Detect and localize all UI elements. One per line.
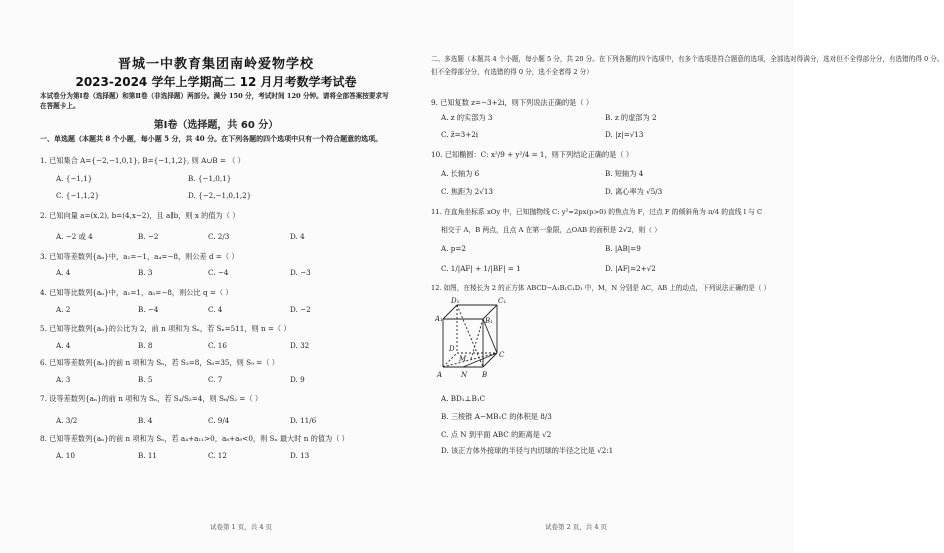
label-d: D <box>449 345 455 353</box>
exam-title: 2023-2024 学年上学期高二 12 月月考数学考试卷 <box>75 75 357 89</box>
q3-option-b: B. 3 <box>138 268 153 277</box>
label-b1: B₁ <box>485 317 493 325</box>
q7-option-b: B. 4 <box>138 416 153 425</box>
section-1-heading: 一、单选题（本题共 8 个小题，每小题 5 分，共 40 分。在下列各题的四个选项中只有一个符合题意的选项。 <box>40 134 383 143</box>
q6-option-c: C. 7 <box>208 375 223 384</box>
part-1-heading: 第Ⅰ卷（选择题，共 60 分） <box>153 120 279 131</box>
q5-option-c: C. 16 <box>208 341 227 350</box>
right-page-footer: 试卷第 2 页，共 4 页 <box>545 523 608 531</box>
diagonal-ac <box>443 353 497 367</box>
school-title: 晋城一中教育集团南岭爱物学校 <box>117 57 314 72</box>
q7-option-c: C. 9/4 <box>208 416 230 425</box>
label-a: A <box>437 371 443 379</box>
q4-option-c: C. 4 <box>208 305 223 314</box>
q4-option-b: B. −4 <box>138 305 159 314</box>
q6-option-a: A. 3 <box>56 375 71 384</box>
q11-option-d: D. |AF|=2+√2 <box>605 264 656 273</box>
question-8-stem: 8. 已知等差数列{aₙ}的前 n 项和为 Sₙ，若 a₄+a₁₁>0，a₈+a₉<0，则 Sₙ 最大时 n 的值为（ ） <box>40 434 349 443</box>
exam-note: 本试卷分为第Ⅰ卷（选择题）和第Ⅱ卷（非选择题）两部分。满分 150 分，考试时间 120 分钟。请将全部答案按要求写在答题卡上。 <box>40 92 389 110</box>
label-a1: A₁ <box>435 315 443 323</box>
question-6-stem: 6. 已知等差数列{aₙ}的前 n 项和为 Sₙ，若 S₃=8，S₆=35，则 S₉ =（ ） <box>40 358 279 367</box>
q6-option-d: D. 9 <box>290 375 305 384</box>
q12-option-b: B. 三棱锥 A−MB₁C 的体积是 8/3 <box>441 412 552 421</box>
question-10-stem: 10. 已知椭圆：C: x²/9 + y²/4 = 1，则下列结论正确的是（ ） <box>431 150 634 159</box>
q2-option-d: D. 4 <box>290 232 305 241</box>
q12-option-c: C. 点 N 到平面 ABC 的距离是 √2 <box>441 430 552 439</box>
question-2-stem: 2. 已知向量 a=(x,2), b=(4,x−2)，且 a∥b，则 x 的值为（ ） <box>40 211 240 220</box>
q5-option-b: B. 8 <box>138 341 153 350</box>
label-b: B <box>482 371 488 379</box>
question-3-stem: 3. 已知等差数列{aₙ}中，a₁=−1，a₄=−8，则公差 d =（ ） <box>40 252 239 261</box>
q11-option-c: C. 1/|AF| + 1/|BF| = 1 <box>441 264 521 273</box>
left-page-footer: 试卷第 1 页，共 4 页 <box>210 523 273 531</box>
q8-option-d: D. 13 <box>290 451 310 460</box>
cube-diagram <box>435 295 530 385</box>
q2-option-b: B. −2 <box>138 232 159 241</box>
edge-ad <box>443 353 457 367</box>
q9-option-a: A. z 的实部为 3 <box>441 113 493 122</box>
label-d1: D₁ <box>451 297 460 305</box>
q9-option-d: D. |z|=√13 <box>605 130 644 139</box>
q10-option-b: B. 短轴为 4 <box>605 169 644 178</box>
question-5-stem: 5. 已知等比数列{aₙ}的公比为 2，前 n 项和为 Sₙ，若 Sₙ=511，则 n =（ ） <box>40 324 291 333</box>
q4-option-d: D. −2 <box>290 305 311 314</box>
q8-option-b: B. 11 <box>138 451 157 460</box>
label-c1: C₁ <box>498 297 507 305</box>
label-c: C <box>499 351 505 359</box>
q10-option-c: C. 焦距为 2√13 <box>441 187 493 196</box>
label-m: M <box>459 355 467 363</box>
q11-option-a: A. p=2 <box>441 244 466 253</box>
q1-option-a: A. {−1,1} <box>56 174 93 183</box>
q10-option-a: A. 长轴为 6 <box>441 169 480 178</box>
q3-option-a: A. 4 <box>56 268 71 277</box>
q6-option-b: B. 5 <box>138 375 153 384</box>
q12-option-a: A. BD₁⊥B₁C <box>441 394 486 403</box>
question-7-stem: 7. 设等差数列{aₙ}的前 n 项和为 Sₙ，若 S₄/S₂=4，则 S₆/S₂ =（ ） <box>40 394 263 403</box>
q4-option-a: A. 2 <box>56 305 71 314</box>
q9-option-b: B. z 的虚部为 2 <box>605 113 657 122</box>
q1-option-c: C. {−1,1,2} <box>56 191 100 200</box>
q7-option-a: A. 3/2 <box>56 416 78 425</box>
question-12-stem: 12. 如图，在棱长为 2 的正方体 ABCD−A₁B₁C₁D₁ 中，M，N 分别是 AC，AB 上的动点，下列说法正确的是（ ） <box>431 284 771 292</box>
edge-a1d1 <box>443 305 457 319</box>
q5-option-d: D. 32 <box>290 341 310 350</box>
question-9-stem: 9. 已知复数 z=−3+2i，则下列说法正确的是（ ） <box>431 98 594 107</box>
q11-option-b: B. |AB|=9 <box>605 244 641 253</box>
q8-option-a: A. 10 <box>56 451 75 460</box>
segment-nc <box>463 353 497 367</box>
q7-option-d: D. 11/6 <box>290 416 317 425</box>
q5-option-a: A. 4 <box>56 341 71 350</box>
q2-option-c: C. 2/3 <box>208 232 230 241</box>
q1-option-d: D. {−2,−1,0,1,2} <box>188 191 252 200</box>
q2-option-a: A. −2 或 4 <box>56 232 93 241</box>
question-4-stem: 4. 已知等比数列{aₙ}中，a₁=1，a₅=−8，则公比 q =（ ） <box>40 288 233 297</box>
q8-option-c: C. 12 <box>208 451 227 460</box>
section-2-heading-line2: 但不全得部分分，有选错的得 0 分，选不全者得 2 分） <box>431 68 593 76</box>
question-11-stem: 11. 在直角坐标系 xOy 中，已知抛物线 C: y²=2px(p>0) 的焦点为 F，过点 F 的倾斜角为 π/4 的直线 l 与 C <box>431 208 763 216</box>
q3-option-d: D. −3 <box>290 268 311 277</box>
question-1-stem: 1. 已知集合 A={−2,−1,0,1}, B={−1,1,2}, 则 A∪B = （ ） <box>40 156 245 165</box>
label-n: N <box>461 371 468 379</box>
q12-option-d: D. 该正方体外接球的半径与内切球的半径之比是 √2:1 <box>441 446 614 455</box>
question-11-stem-line2: 相交于 A，B 两点，且点 A 在第一象限，△OAB 的面积是 2√2，则（ ） <box>441 226 661 234</box>
q1-option-b: B. {−1,0,1} <box>188 174 232 183</box>
section-2-heading: 二、多选题（本题共 4 个小题，每小题 5 分，共 20 分。在下列各题的四个选项中，有多个选项是符合题意的选项，全部选对得满分，选对但不全得部分分，有选错的得 0 分。 <box>431 55 944 63</box>
q10-option-d: D. 离心率为 √5/3 <box>605 187 663 196</box>
q9-option-c: C. z̄=3+2i <box>441 130 479 139</box>
q3-option-c: C. −4 <box>208 268 229 277</box>
